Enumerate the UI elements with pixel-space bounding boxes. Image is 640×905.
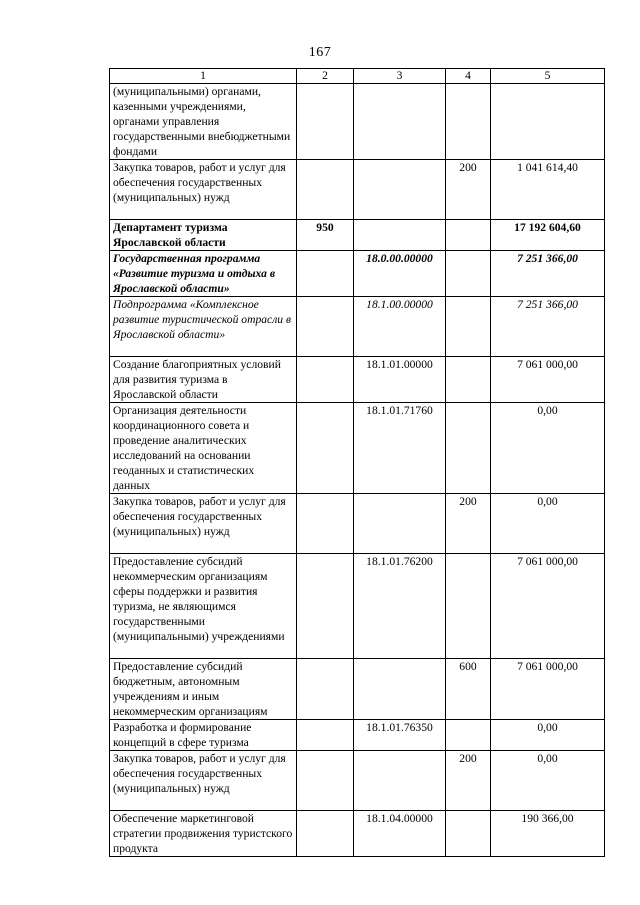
table-row [110, 84, 605, 160]
row-target-code [354, 160, 446, 220]
row-dept-code [297, 251, 354, 297]
row-dept-code [297, 554, 354, 659]
row-dept-code [297, 811, 354, 857]
row-target-code: 18.1.04.00000 [354, 811, 446, 857]
budget-table [109, 68, 605, 857]
row-amount: 0,00 [491, 494, 605, 554]
row-name: (муниципальными) органами, казенными учреждениями, органами управления государственными внебюджетными фондами [110, 84, 297, 160]
row-expense-type: 200 [446, 494, 491, 554]
row-dept-code [297, 160, 354, 220]
table-row [110, 297, 605, 357]
row-expense-type: 600 [446, 659, 491, 720]
row-dept-code [297, 297, 354, 357]
row-target-code [354, 220, 446, 251]
row-target-code: 18.0.00.00000 [354, 251, 446, 297]
row-name: Организация деятельности координационного совета и проведение аналитических исследований на основании геоданных и статистических данных [110, 403, 297, 494]
table-row [110, 659, 605, 720]
table-row [110, 494, 605, 554]
row-expense-type [446, 720, 491, 751]
table-row [110, 403, 605, 494]
row-amount: 190 366,00 [491, 811, 605, 857]
row-name: Подпрограмма «Комплексное развитие туристической отрасли в Ярославской области» [110, 297, 297, 357]
row-dept-code [297, 84, 354, 160]
row-name: Закупка товаров, работ и услуг для обеспечения государственных (муниципальных) нужд [110, 160, 297, 220]
row-expense-type [446, 251, 491, 297]
header-col-2: 2 [297, 69, 354, 84]
row-dept-code: 950 [297, 220, 354, 251]
row-target-code [354, 494, 446, 554]
row-target-code [354, 751, 446, 811]
row-amount: 0,00 [491, 403, 605, 494]
table-row [110, 220, 605, 251]
table-row [110, 811, 605, 857]
row-name: Предоставление субсидий некоммерческим организациям сферы поддержки и развития туризма, не являющимся государственными (муниципальными) учреждениями [110, 554, 297, 659]
row-name: Закупка товаров, работ и услуг для обеспечения государственных (муниципальных) нужд [110, 494, 297, 554]
row-dept-code [297, 659, 354, 720]
row-name: Создание благоприятных условий для развития туризма в Ярославской области [110, 357, 297, 403]
row-target-code: 18.1.01.71760 [354, 403, 446, 494]
row-expense-type [446, 554, 491, 659]
row-amount: 7 251 366,00 [491, 251, 605, 297]
row-expense-type: 200 [446, 751, 491, 811]
row-amount: 0,00 [491, 720, 605, 751]
row-amount: 17 192 604,60 [491, 220, 605, 251]
header-col-3: 3 [354, 69, 446, 84]
row-dept-code [297, 720, 354, 751]
row-expense-type [446, 403, 491, 494]
row-name: Закупка товаров, работ и услуг для обеспечения государственных (муниципальных) нужд [110, 751, 297, 811]
row-expense-type [446, 811, 491, 857]
row-expense-type [446, 297, 491, 357]
table-row [110, 357, 605, 403]
row-amount: 7 061 000,00 [491, 554, 605, 659]
row-amount: 0,00 [491, 751, 605, 811]
row-amount [491, 84, 605, 160]
row-target-code: 18.1.01.76200 [354, 554, 446, 659]
header-col-1: 1 [110, 69, 297, 84]
row-expense-type: 200 [446, 160, 491, 220]
row-name: Предоставление субсидий бюджетным, автономным учреждениям и иным некоммерческим организациям [110, 659, 297, 720]
row-expense-type [446, 220, 491, 251]
row-amount: 7 061 000,00 [491, 659, 605, 720]
row-name: Государственная программа «Развитие туризма и отдыха в Ярославской области» [110, 251, 297, 297]
row-amount: 1 041 614,40 [491, 160, 605, 220]
row-name: Обеспечение маркетинговой стратегии продвижения туристского продукта [110, 811, 297, 857]
row-amount: 7 061 000,00 [491, 357, 605, 403]
row-target-code: 18.1.00.00000 [354, 297, 446, 357]
row-dept-code [297, 494, 354, 554]
row-target-code [354, 659, 446, 720]
table-row [110, 554, 605, 659]
header-col-5: 5 [491, 69, 605, 84]
table-row [110, 160, 605, 220]
row-expense-type [446, 357, 491, 403]
row-expense-type [446, 84, 491, 160]
row-dept-code [297, 357, 354, 403]
table-row [110, 251, 605, 297]
page-number: 167 [308, 45, 332, 60]
table-row [110, 720, 605, 751]
row-amount: 7 251 366,00 [491, 297, 605, 357]
row-target-code: 18.1.01.00000 [354, 357, 446, 403]
table-row [110, 751, 605, 811]
row-name: Разработка и формирование концепций в сфере туризма [110, 720, 297, 751]
row-dept-code [297, 751, 354, 811]
row-name: Департамент туризма Ярославской области [110, 220, 297, 251]
row-target-code [354, 84, 446, 160]
row-target-code: 18.1.01.76350 [354, 720, 446, 751]
row-dept-code [297, 403, 354, 494]
header-col-4: 4 [446, 69, 491, 84]
header-row [110, 69, 605, 84]
